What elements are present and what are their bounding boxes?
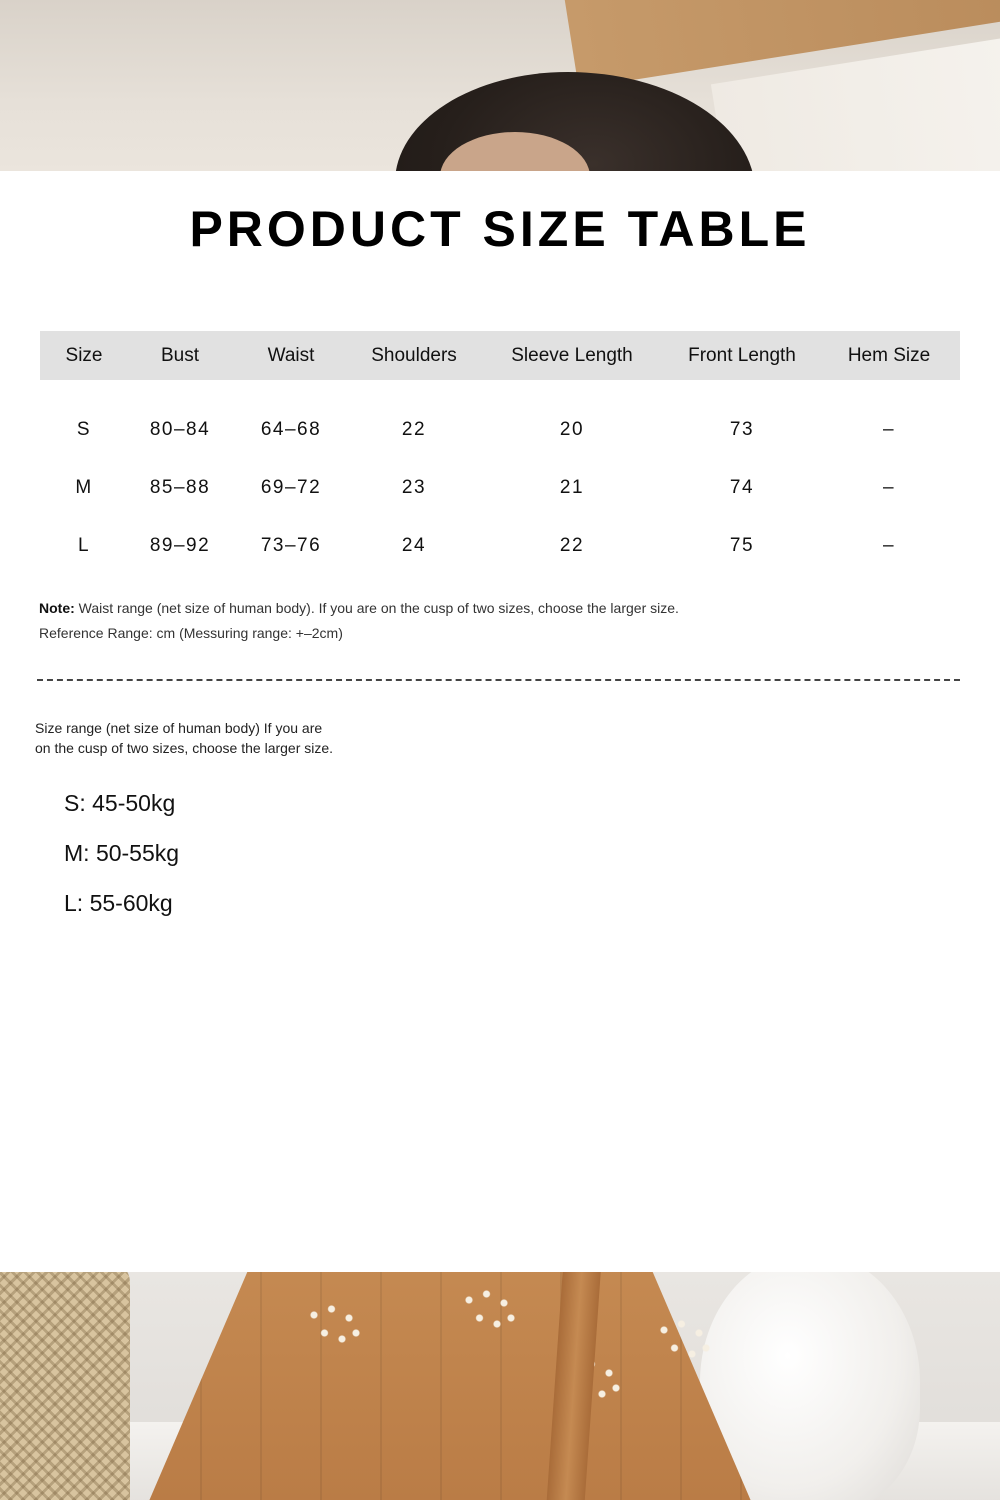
cell-front-length: 74	[729, 477, 755, 498]
embroidery-motif	[455, 1282, 525, 1342]
reference-range: Reference Range: cm (Messuring range: +–2cm)	[39, 625, 343, 641]
header-sleeve-length: Sleeve Length	[478, 331, 666, 380]
cell-sleeve-length: 20	[559, 419, 585, 440]
cell-hem-size: –	[882, 419, 896, 440]
cell-sleeve-length: 21	[559, 477, 585, 498]
header-bust: Bust	[128, 331, 232, 380]
cell-front-length: 75	[729, 535, 755, 556]
note-label: Note:	[39, 600, 75, 616]
page-title: PRODUCT SIZE TABLE	[189, 201, 811, 257]
cell-bust: 85–88	[149, 477, 211, 498]
size-table	[40, 331, 960, 575]
table-row	[40, 517, 960, 575]
cell-size: S	[76, 419, 92, 440]
cell-waist: 73–76	[260, 535, 322, 556]
cell-hem-size: –	[882, 477, 896, 498]
weight-list	[64, 788, 179, 938]
header-hem-size: Hem Size	[818, 331, 960, 380]
header-waist: Waist	[232, 331, 350, 380]
cell-size: M	[75, 477, 93, 498]
cell-bust: 80–84	[149, 419, 211, 440]
size-note	[39, 596, 679, 646]
table-spacer	[40, 380, 960, 401]
embroidery-motif	[650, 1312, 720, 1372]
cell-shoulders: 22	[401, 419, 427, 440]
table-header-row	[40, 331, 960, 380]
cell-waist: 64–68	[260, 419, 322, 440]
table-row	[40, 459, 960, 517]
header-front-length: Front Length	[666, 331, 818, 380]
header-shoulders: Shoulders	[350, 331, 478, 380]
weight-item-m: M: 50-55kg	[64, 840, 180, 866]
weight-item-l: L: 55-60kg	[64, 890, 173, 916]
cell-shoulders: 24	[401, 535, 427, 556]
cell-size: L	[77, 535, 91, 556]
cell-shoulders: 23	[401, 477, 427, 498]
dashed-divider	[37, 679, 960, 681]
weight-item-s: S: 45-50kg	[64, 790, 176, 816]
bottom-product-photo	[0, 1272, 1000, 1500]
table-row	[40, 401, 960, 459]
weight-description-line: on the cusp of two sizes, choose the larger size.	[35, 740, 334, 756]
cell-sleeve-length: 22	[559, 535, 585, 556]
top-product-photo	[0, 0, 1000, 171]
cell-front-length: 73	[729, 419, 755, 440]
dress-skirt	[140, 1272, 760, 1500]
note-line	[39, 596, 679, 621]
header-size: Size	[40, 331, 128, 380]
note-text: Waist range (net size of human body). If you are on the cusp of two sizes, choose the larger size.	[74, 600, 679, 616]
weight-description	[35, 718, 375, 758]
embroidery-motif	[300, 1297, 370, 1357]
cell-hem-size: –	[882, 535, 896, 556]
wicker-bag	[0, 1272, 130, 1500]
weight-description-line: Size range (net size of human body) If you are	[35, 720, 323, 736]
cell-waist: 69–72	[260, 477, 322, 498]
cell-bust: 89–92	[149, 535, 211, 556]
